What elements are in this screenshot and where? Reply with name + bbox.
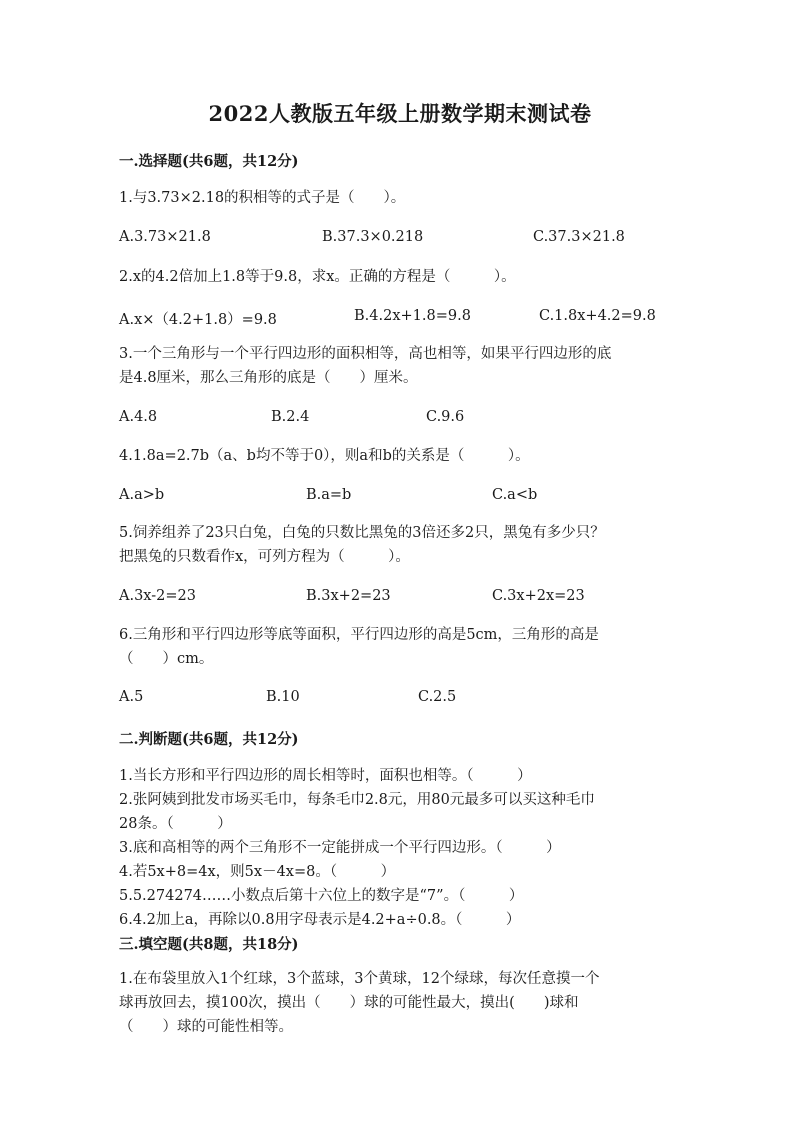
section-heading-choice: 一.选择题(共6题，共12分) — [119, 153, 299, 170]
question-1-6 — [119, 623, 689, 671]
judgement-item: 3.底和高相等的两个三角形不一定能拼成一个平行四边形。（ ） — [119, 840, 561, 856]
option-1-1-c: C.37.3×21.8 — [533, 229, 625, 245]
question-1-3-line-2: 是4.8厘米，那么三角形的底是（ ）厘米。 — [119, 370, 418, 386]
option-1-2-b: B.4.2x+1.8=9.8 — [354, 308, 471, 324]
exam-title: 2022人教版五年级上册数学期末测试卷 — [208, 101, 592, 126]
judgement-item: 2.张阿姨到批发市场买毛巾，每条毛巾2.8元，用80元最多可以买这种毛巾 — [119, 792, 595, 808]
question-1-2: 2.x的4.2倍加上1.8等于9.8，求x。正确的方程是（ ）。 — [119, 269, 516, 285]
option-1-1-b: B.37.3×0.218 — [322, 229, 424, 245]
option-1-6-c: C.2.5 — [418, 689, 457, 705]
judgement-list — [119, 764, 689, 932]
option-1-5-b: B.3x+2=23 — [306, 588, 391, 604]
option-1-5-a: A.3x-2=23 — [119, 588, 196, 604]
question-1-4: 4.1.8a=2.7b（a、b均不等于0），则a和b的关系是（ ）。 — [119, 448, 530, 464]
question-1-1: 1.与3.73×2.18的积相等的式子是（ ）。 — [119, 190, 406, 206]
question-1-5-line-1: 5.饲养组养了23只白兔，白兔的只数比黑兔的3倍还多2只，黑兔有多少只？ — [119, 525, 605, 541]
option-1-5-c: C.3x+2x=23 — [492, 588, 585, 604]
judgement-item: 1.当长方形和平行四边形的周长相等时，面积也相等。（ ） — [119, 768, 532, 784]
option-1-4-a: A.a>b — [119, 487, 165, 503]
question-1-6-line-1: 6.三角形和平行四边形等底等面积，平行四边形的高是5cm，三角形的高是 — [119, 627, 599, 643]
fill-question-1-line-2: 球再放回去，摸100次，摸出（ ）球的可能性最大，摸出( )球和 — [119, 995, 579, 1011]
question-1-6-line-2: （ ）cm。 — [119, 651, 214, 667]
fill-question-1-line-3: （ ）球的可能性相等。 — [119, 1019, 293, 1035]
fill-question-1 — [119, 967, 689, 1039]
section-heading-judgement: 二.判断题(共6题，共12分) — [119, 731, 299, 748]
question-1-5-line-2: 把黑兔的只数看作x，可列方程为（ ）。 — [119, 549, 410, 565]
option-1-4-b: B.a=b — [306, 487, 352, 503]
option-1-3-b: B.2.4 — [271, 409, 310, 425]
option-1-2-c: C.1.8x+4.2=9.8 — [539, 308, 656, 324]
option-1-6-a: A.5 — [119, 689, 144, 705]
question-1-5 — [119, 521, 689, 569]
section-heading-fill-blank: 三.填空题(共8题，共18分) — [119, 936, 299, 953]
option-1-2-a: A.x×（4.2+1.8）=9.8 — [119, 312, 277, 328]
judgement-item: 4.若5x+8=4x，则5x－4x=8。（ ） — [119, 864, 396, 880]
question-1-3-line-1: 3.一个三角形与一个平行四边形的面积相等，高也相等，如果平行四边形的底 — [119, 346, 612, 362]
option-1-6-b: B.10 — [266, 689, 300, 705]
option-1-3-c: C.9.6 — [426, 409, 465, 425]
option-1-4-c: C.a<b — [492, 487, 538, 503]
option-1-3-a: A.4.8 — [119, 409, 158, 425]
option-1-1-a: A.3.73×21.8 — [119, 229, 211, 245]
judgement-item: 5.5.274274……小数点后第十六位上的数字是“7”。（ ） — [119, 888, 524, 904]
judgement-item: 28条。（ ） — [119, 816, 232, 832]
fill-question-1-line-1: 1.在布袋里放入1个红球，3个蓝球，3个黄球，12个绿球，每次任意摸一个 — [119, 971, 600, 987]
judgement-item: 6.4.2加上a，再除以0.8用字母表示是4.2+a÷0.8。（ ） — [119, 912, 521, 928]
question-1-3 — [119, 342, 689, 390]
